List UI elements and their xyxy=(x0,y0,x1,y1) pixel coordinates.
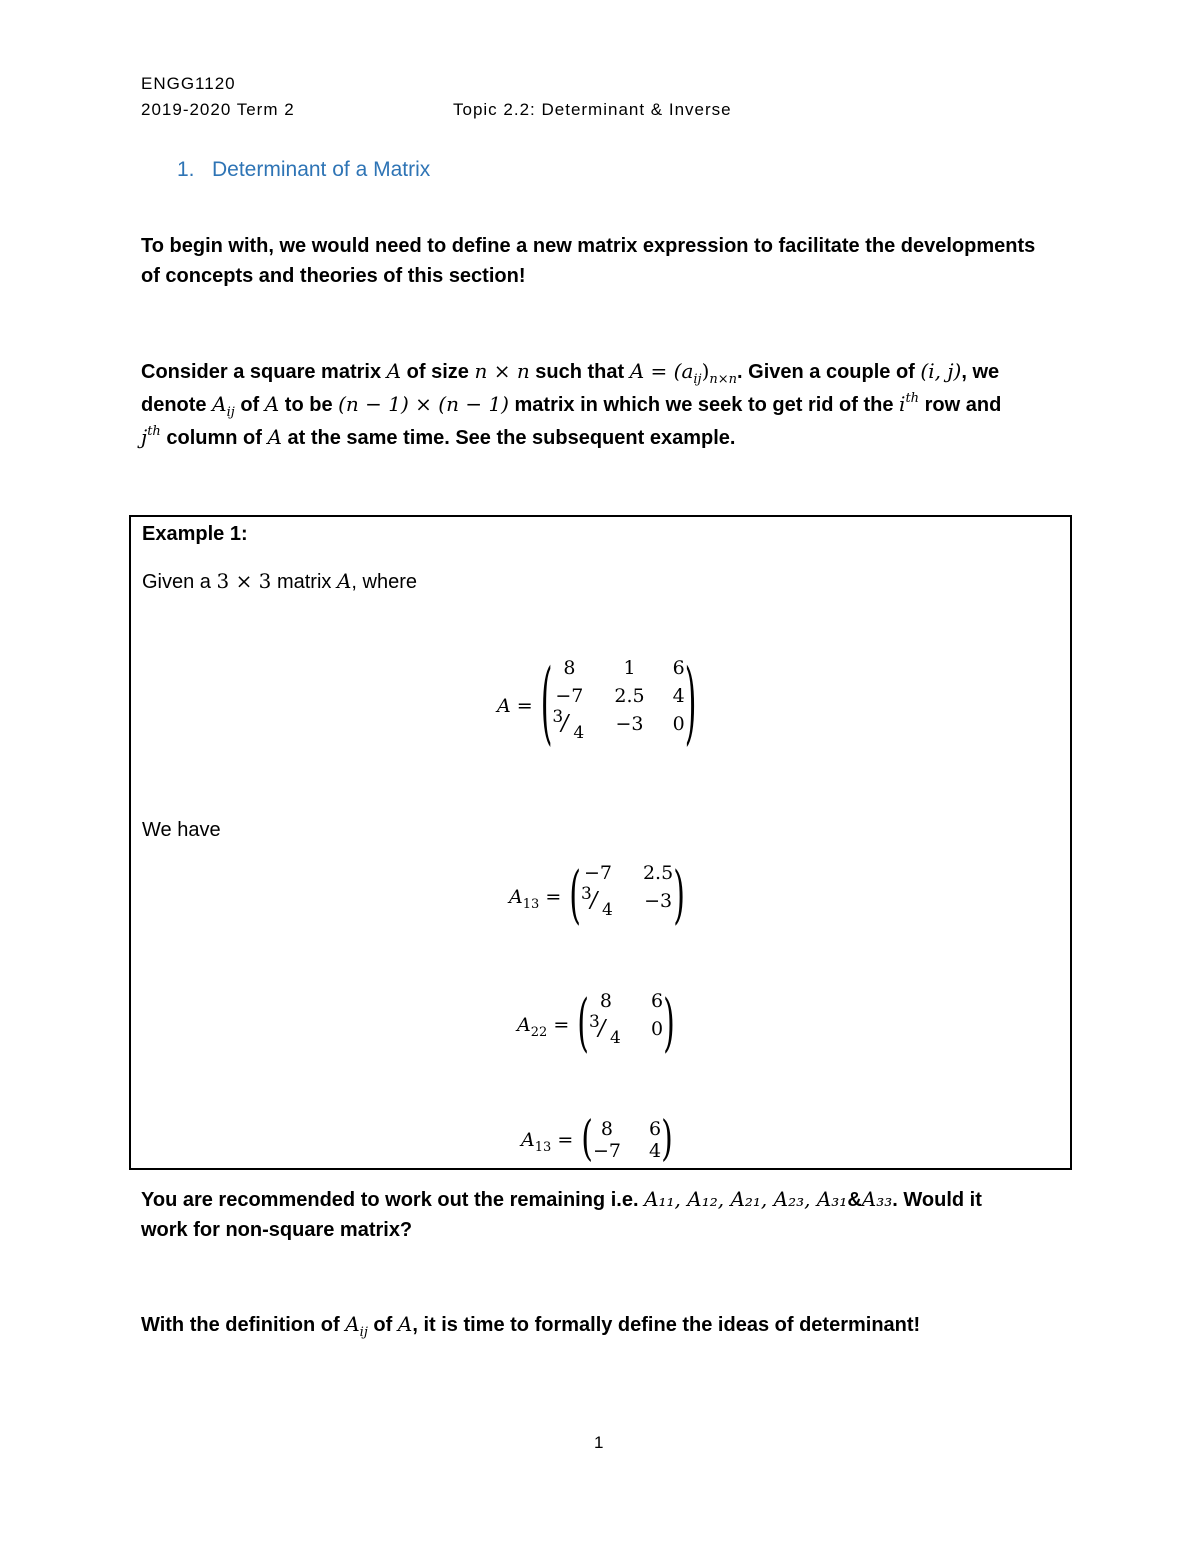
we-have: We have xyxy=(142,819,221,841)
right-paren: ) xyxy=(684,651,697,757)
topic-label: Topic 2.2: Determinant & Inverse xyxy=(453,100,732,119)
recommend-line-1: You are recommended to work out the remaining i.e. A₁₁, A₁₂, A₂₁, A₂₃, A₃₁&A₃₃. Would it xyxy=(141,1187,982,1211)
intro-line-2: of concepts and theories of this section! xyxy=(141,265,526,287)
section-number: 1. xyxy=(177,158,195,181)
matrix-cell: −7 xyxy=(592,1140,621,1162)
course-code: ENGG1120 xyxy=(141,74,236,93)
minor-a13-equation: $A_{13}$ = ( −7 2.5 3 / 4 −3 ) xyxy=(509,858,685,933)
matrix-cell: 1 xyxy=(623,657,636,679)
section-title: Determinant of a Matrix xyxy=(212,158,431,181)
right-paren: ) xyxy=(661,1111,673,1168)
recommend-line-2: work for non-square matrix? xyxy=(141,1219,413,1241)
matrix-cell: −3 xyxy=(615,713,644,735)
matrix-cell xyxy=(552,707,586,754)
page-number: 1 xyxy=(594,1433,604,1452)
matrix-cell xyxy=(580,884,615,931)
left-paren: ( xyxy=(577,986,589,1061)
definition-line-3: $j^{th}$ column of A at the same time. See the subsequent example. xyxy=(141,424,736,449)
matrix-cell: 8 xyxy=(600,1118,614,1140)
matrix-cell: 6 xyxy=(648,1118,662,1140)
term-label: 2019-2020 Term 2 xyxy=(141,100,295,119)
minor-a22-equation: $A_{22}$ = ( 8 6 3 / 4 0 ) xyxy=(517,986,675,1061)
matrix-cell: 2.5 xyxy=(642,862,674,884)
matrix-cell: 6 xyxy=(650,990,664,1012)
matrix-cell: 4 xyxy=(648,1140,662,1162)
fraction: 3 / 4 xyxy=(580,884,613,920)
minor-a13-grid xyxy=(581,862,673,931)
matrix-cell: 0 xyxy=(672,713,685,735)
fraction: 3 / 4 xyxy=(552,707,585,743)
matrix-cell: −7 xyxy=(555,685,584,707)
example-box xyxy=(129,515,1072,1170)
definition-line-2: denote $A_{ij}$ of A to be (n − 1) × (n − 1) matrix in which we seek to get rid of the $i^{th}$ row and xyxy=(141,391,1002,420)
right-paren: ) xyxy=(663,986,675,1061)
definition-line-1: Consider a square matrix A of size n × n such that $A = (a_{ij})_{n\times n}$. Given a couple of (i, j), we xyxy=(141,359,1000,387)
matrix-cell: 2.5 xyxy=(614,685,645,707)
minor-a13-second-grid xyxy=(593,1118,661,1162)
matrix-cell xyxy=(588,1012,623,1059)
matrix-cell: 8 xyxy=(599,990,613,1012)
final-line: With the definition of $A_{ij}$ of A, it is time to formally define the ideas of determinant! xyxy=(141,1312,921,1340)
matrix-cell: −7 xyxy=(583,862,612,884)
fraction: 3 / 4 xyxy=(588,1012,621,1048)
minor-a22-grid xyxy=(589,990,663,1059)
matrix-cell: 6 xyxy=(672,657,685,679)
matrix-cell: 8 xyxy=(563,657,576,679)
left-paren: ( xyxy=(569,858,581,933)
left-paren: ( xyxy=(581,1111,593,1168)
matrix-a-grid xyxy=(552,657,684,754)
matrix-a-label: A = xyxy=(497,694,533,717)
right-paren: ) xyxy=(673,858,685,933)
matrix-a-equation xyxy=(497,651,697,757)
left-paren: ( xyxy=(540,651,553,757)
matrix-cell: 0 xyxy=(650,1018,664,1040)
minor-a13-second-equation: $A_{13}$ = ( 8 6 −7 4 ) xyxy=(521,1111,673,1168)
example-given: Given a 3 × 3 matrix A, where xyxy=(142,569,418,593)
matrix-cell: 4 xyxy=(672,685,685,707)
intro-line-1: To begin with, we would need to define a new matrix expression to facilitate the developments xyxy=(141,235,1036,257)
matrix-cell: −3 xyxy=(644,890,673,912)
example-title: Example 1: xyxy=(142,523,248,545)
